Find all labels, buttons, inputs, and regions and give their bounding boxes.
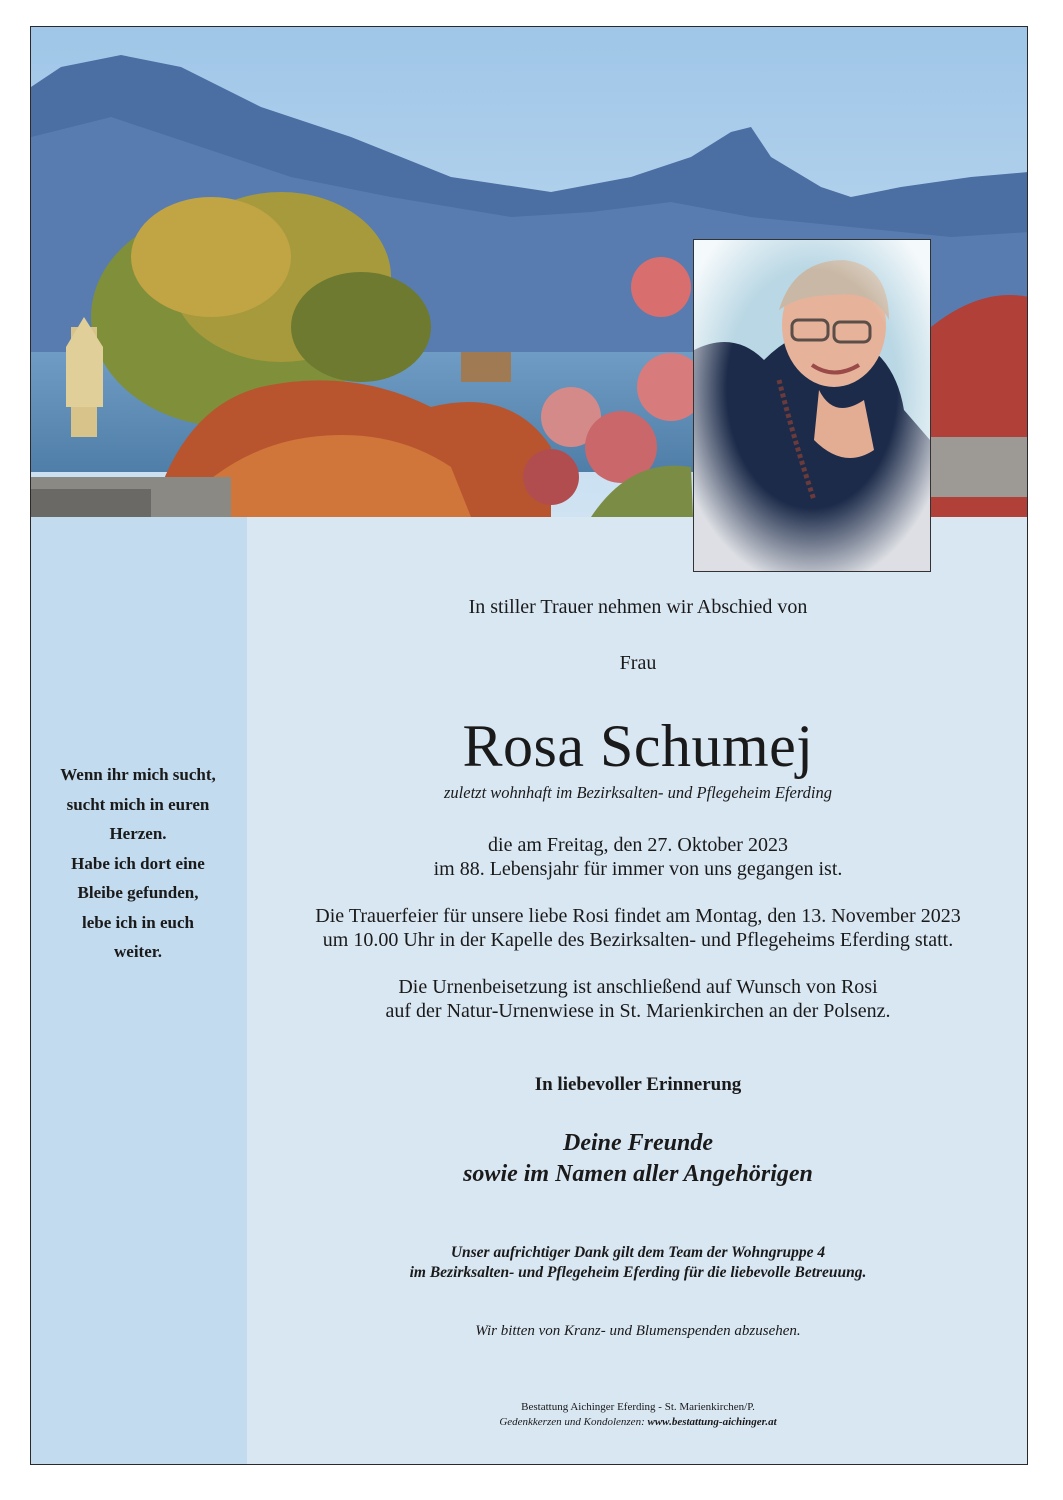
death-notice	[246, 833, 1030, 881]
memory-heading: In liebevoller Erinnerung	[534, 1074, 742, 1095]
quote-line: Wenn ihr mich sucht,	[60, 765, 216, 784]
footer-company: Bestattung Aichinger Eferding - St. Marienkirchen/P.	[521, 1401, 755, 1413]
memorial-quote	[30, 760, 246, 967]
ceremony-line: um 10.00 Uhr in der Kapelle des Bezirksalten- und Pflegeheims Eferding statt.	[322, 929, 954, 951]
footer-condolences-label: Gedenkkerzen und Kondolenzen:	[499, 1416, 645, 1428]
ceremony-notice	[246, 904, 1030, 952]
thanks-note	[246, 1243, 1030, 1283]
residence-note: zuletzt wohnhaft im Bezirksalten- und Pflegeheim Eferding	[444, 783, 832, 802]
mourners	[246, 1128, 1030, 1190]
flowers-request: Wir bitten von Kranz- und Blumenspenden abzusehen.	[475, 1323, 801, 1339]
mourners-line: sowie im Namen aller Angehörigen	[463, 1161, 813, 1187]
footer-condolences	[246, 1415, 1030, 1430]
urn-line: auf der Natur-Urnenwiese in St. Marienkirchen an der Polsenz.	[385, 1000, 891, 1022]
urn-line: Die Urnenbeisetzung ist anschließend auf Wunsch von Rosi	[398, 976, 878, 998]
death-line: im 88. Lebensjahr für immer von uns gegangen ist.	[433, 858, 843, 880]
ceremony-line: Die Trauerfeier für unsere liebe Rosi findet am Montag, den 13. November 2023	[315, 905, 961, 927]
quote-line: sucht mich in euren	[66, 794, 210, 814]
quote-line: Herzen.	[109, 824, 167, 843]
deceased-name: Rosa Schumej	[462, 713, 814, 779]
portrait-photo	[693, 239, 931, 572]
quote-line: lebe ich in euch	[82, 912, 194, 932]
thanks-line: Unser aufrichtiger Dank gilt dem Team der Wohngruppe 4	[450, 1244, 826, 1261]
mourners-line: Deine Freunde	[563, 1130, 713, 1156]
quote-line: Habe ich dort eine	[71, 853, 205, 873]
side-panel	[31, 517, 247, 1465]
urn-notice	[246, 975, 1030, 1023]
footer	[246, 1400, 1030, 1430]
quote-line: Bleibe gefunden,	[77, 883, 199, 902]
quote-line: weiter.	[114, 942, 162, 961]
footer-website-link[interactable]: www.bestattung-aichinger.at	[647, 1416, 777, 1428]
intro-text: In stiller Trauer nehmen wir Abschied von	[468, 596, 808, 618]
thanks-line: im Bezirksalten- und Pflegeheim Eferding für die liebevolle Betreuung.	[409, 1264, 867, 1281]
death-line: die am Freitag, den 27. Oktober 2023	[488, 834, 788, 856]
salutation: Frau	[619, 652, 657, 674]
